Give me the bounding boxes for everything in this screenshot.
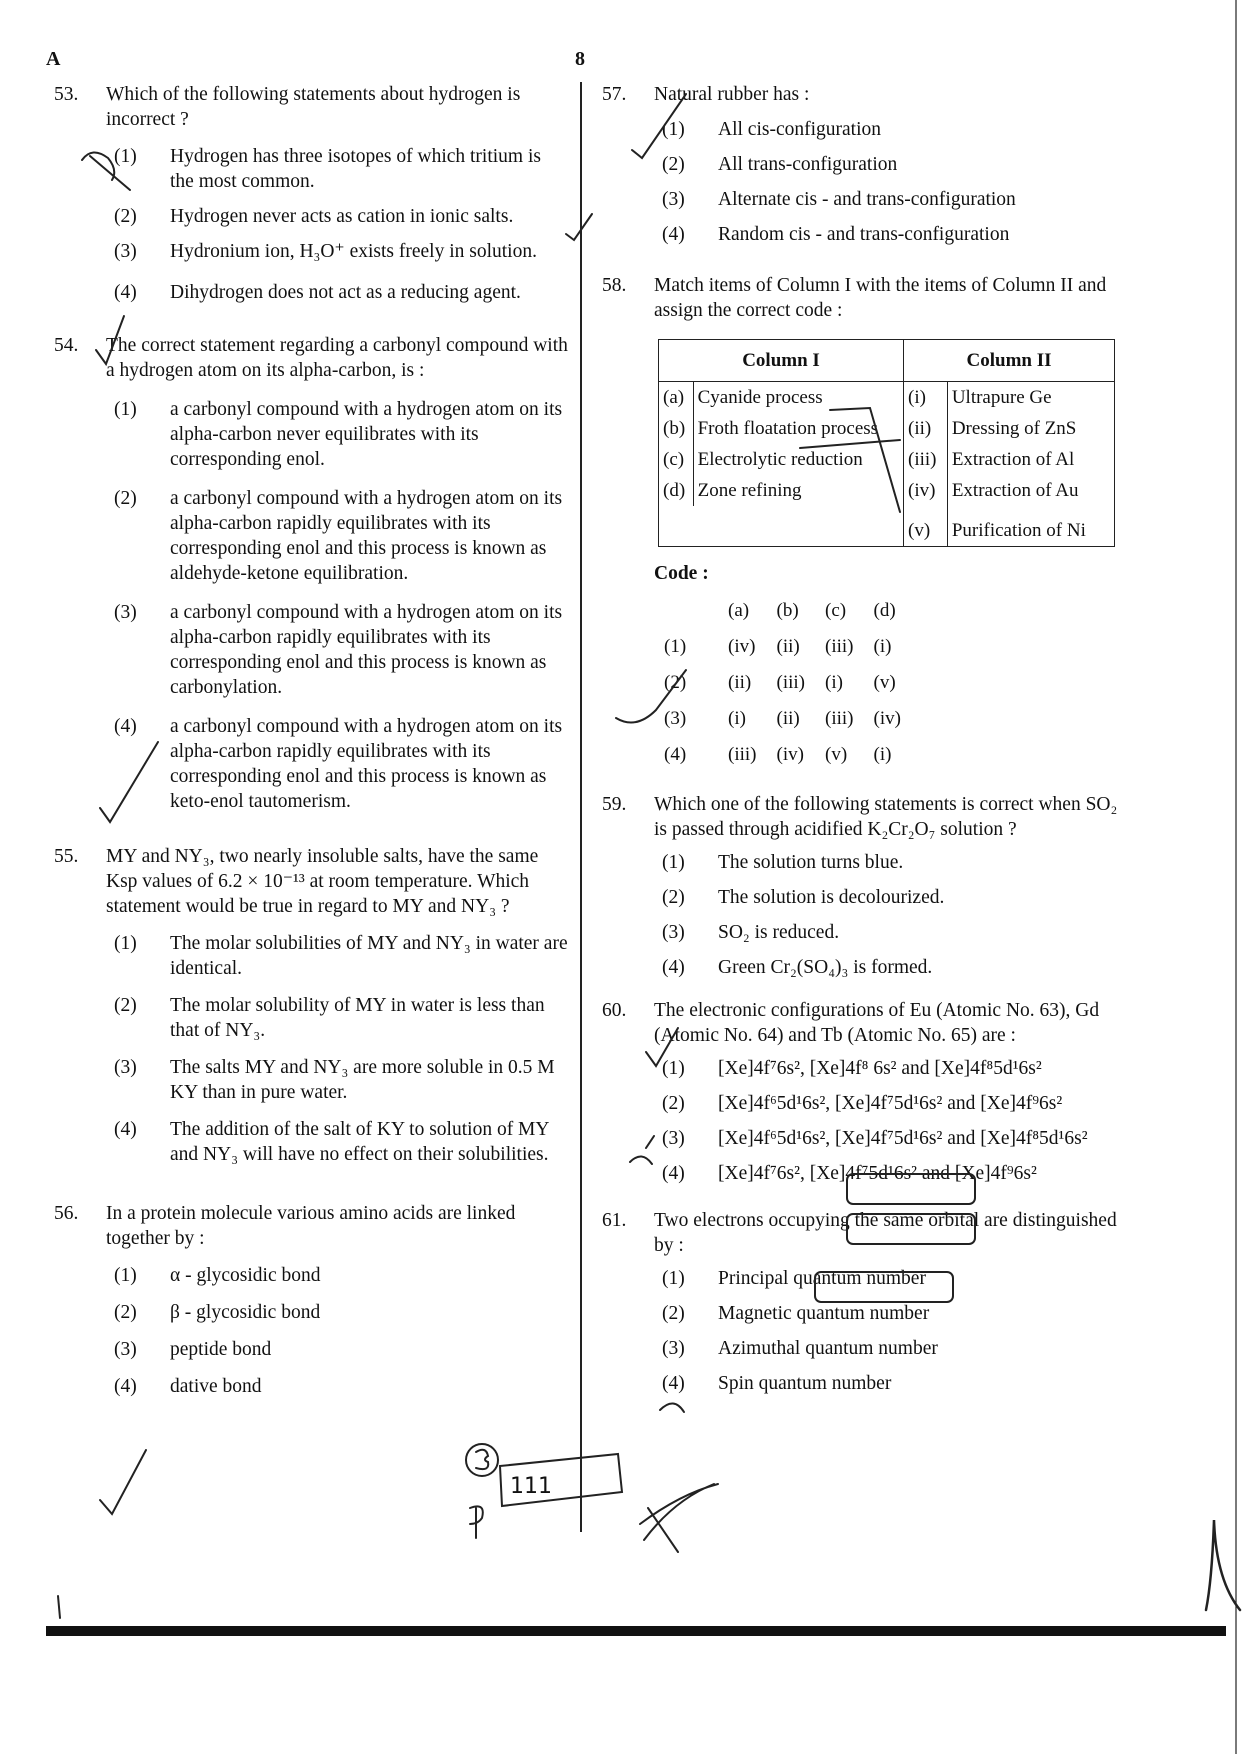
match-line — [800, 440, 900, 448]
page-number: 8 — [575, 48, 585, 70]
question-text: Natural rubber has : — [654, 84, 810, 105]
handwritten-note: 111 — [510, 1474, 552, 1499]
tick-mark — [566, 214, 592, 240]
question-number: 55. — [54, 846, 79, 867]
pen-mark — [660, 1403, 684, 1412]
option[interactable]: (1) α - glycosidic bond — [114, 1265, 321, 1286]
option[interactable]: (4) [Xe]4f⁷6s², [Xe]4f⁷5d¹6s² and [Xe]4f⁹6s² — [662, 1163, 1037, 1184]
option[interactable]: (2) All trans-configuration — [662, 154, 898, 175]
option[interactable]: (3) a carbonyl compound with a hydrogen atom on its alpha-carbon rapidly equilibrates with its corresponding enol and this process is known as carbonylation. — [114, 602, 563, 698]
question-number: 56. — [54, 1203, 79, 1224]
table-row: (v) Purification of Ni — [659, 506, 1115, 547]
question-text: Match items of Column I with the items of Column II and assign the correct code : — [654, 275, 1107, 321]
question-text: Which of the following statements about hydrogen is incorrect ? — [106, 84, 521, 130]
option[interactable]: (2) Magnetic quantum number — [662, 1303, 930, 1324]
code-option[interactable]: (2) (ii) (iii) (i) (v) — [664, 672, 896, 693]
question-text: The correct statement regarding a carbonyl compound with a hydrogen atom on its alpha-carbon, is : — [106, 335, 568, 381]
option[interactable]: (3) peptide bond — [114, 1339, 272, 1360]
pen-mark — [82, 152, 130, 190]
pen-mark — [630, 1136, 654, 1164]
code-option[interactable]: (4) (iii) (iv) (v) (i) — [664, 744, 892, 765]
option[interactable]: (1) [Xe]4f⁷6s², [Xe]4f⁸ 6s² and [Xe]4f⁸5d¹6s² — [662, 1058, 1042, 1079]
question-number: 57. — [602, 84, 627, 105]
column-2-header: Column II — [904, 340, 1115, 382]
option[interactable]: (4) Spin quantum number — [662, 1373, 892, 1394]
question-text: The electronic configurations of Eu (Atomic No. 63), Gd (Atomic No. 64) and Tb (Atomic No. 65) are : — [654, 1000, 1100, 1046]
question-number: 59. — [602, 794, 627, 815]
option[interactable]: (3) The salts MY and NY₃ are more soluble in 0.5 M KY than in pure water. — [114, 1057, 555, 1103]
option[interactable]: (4) The addition of the salt of KY to solution of MY and NY₃ will have no effect on their solubilities. — [114, 1119, 549, 1165]
option[interactable]: (1) a carbonyl compound with a hydrogen atom on its alpha-carbon never equilibrates with its corresponding enol. — [114, 399, 563, 470]
question-number: 53. — [54, 84, 79, 105]
edge-mark — [1206, 1520, 1240, 1610]
table-row: (a) Cyanide process (i) Ultrapure Ge — [659, 382, 1115, 414]
tick-mark — [616, 670, 686, 723]
code-label: Code : — [654, 563, 709, 584]
option[interactable]: (3) Azimuthal quantum number — [662, 1338, 938, 1359]
tick-mark — [100, 1450, 146, 1514]
table-row: (c) Electrolytic reduction (iii) Extraction of Al — [659, 444, 1115, 475]
option[interactable]: (4) Green Cr₂(SO₄)₃ is formed. — [662, 957, 933, 978]
pen-mark — [476, 1450, 488, 1469]
question-text: Which one of the following statements is correct when SO₂ is passed through acidified K₂Cr₂O₇ solution ? — [654, 794, 1118, 840]
option[interactable]: (3) Hydronium ion, H₃O⁺ exists freely in solution. — [114, 241, 537, 262]
option[interactable]: (1) The solution turns blue. — [662, 852, 904, 873]
pen-mark — [470, 1506, 483, 1538]
tick-mark — [646, 1028, 678, 1066]
question-number: 61. — [602, 1210, 627, 1231]
option[interactable]: (2) a carbonyl compound with a hydrogen atom on its alpha-carbon rapidly equilibrates with its corresponding enol and this process is known as aldehyde-ketone equilibration. — [114, 488, 563, 584]
question-number: 58. — [602, 275, 627, 296]
column-1-header: Column I — [659, 340, 904, 382]
circled-answer — [847, 1214, 975, 1244]
question-text: In a protein molecule various amino acids are linked together by : — [106, 1203, 516, 1249]
option[interactable]: (2) β - glycosidic bond — [114, 1302, 321, 1323]
tick-mark — [632, 94, 686, 158]
option[interactable]: (1) The molar solubilities of MY and NY₃ in water are identical. — [114, 933, 568, 979]
option[interactable]: (3) Alternate cis - and trans-configuration — [662, 189, 1016, 210]
series-label: A — [46, 48, 61, 70]
option[interactable]: (2) The solution is decolourized. — [662, 887, 945, 908]
option[interactable]: (4) a carbonyl compound with a hydrogen atom on its alpha-carbon rapidly equilibrates with its corresponding enol and this process is known as keto-enol tautomerism. — [114, 716, 563, 812]
page-footer-bar — [46, 1626, 1226, 1636]
code-header: (a) (b) (c) (d) — [728, 600, 896, 621]
option[interactable]: (2) The molar solubility of MY in water is less than that of NY₃. — [114, 995, 545, 1041]
code-option[interactable]: (3) (i) (ii) (iii) (iv) — [664, 708, 901, 729]
code-option[interactable]: (1) (iv) (ii) (iii) (i) — [664, 636, 892, 657]
option[interactable]: (3) [Xe]4f⁶5d¹6s², [Xe]4f⁷5d¹6s² and [Xe]4f⁸5d¹6s² — [662, 1128, 1088, 1149]
option[interactable]: (2) [Xe]4f⁶5d¹6s², [Xe]4f⁷5d¹6s² and [Xe]4f⁹6s² — [662, 1093, 1063, 1114]
option[interactable]: (1) Hydrogen has three isotopes of which tritium is the most common. — [114, 146, 541, 192]
option[interactable]: (4) dative bond — [114, 1376, 262, 1397]
option[interactable]: (4) Random cis - and trans-configuration — [662, 224, 1010, 245]
question-number: 54. — [54, 335, 79, 356]
table-row: (b) Froth floatation process (ii) Dressing of ZnS — [659, 413, 1115, 444]
option[interactable]: (1) All cis-configuration — [662, 119, 881, 140]
tick-mark — [100, 742, 158, 822]
circled-answer — [847, 1174, 975, 1204]
match-line — [830, 408, 900, 512]
question-number: 60. — [602, 1000, 627, 1021]
option[interactable]: (3) SO₂ is reduced. — [662, 922, 840, 943]
tick-mark — [96, 316, 124, 364]
table-row: (d) Zone refining (iv) Extraction of Au — [659, 475, 1115, 506]
question-text: MY and NY₃, two nearly insoluble salts, have the same Ksp values of 6.2 × 10⁻¹³ at room temperature. Which statement would be true in regard to MY and NY₃ ? — [106, 846, 539, 917]
option[interactable]: (2) Hydrogen never acts as cation in ionic salts. — [114, 206, 514, 227]
scribble-mark — [640, 1484, 718, 1552]
question-text: Two electrons occupying the same orbital are distinguished by : — [654, 1210, 1117, 1256]
option[interactable]: (1) Principal quantum number — [662, 1268, 926, 1289]
circled-answer — [815, 1272, 953, 1302]
option[interactable]: (4) Dihydrogen does not act as a reducing agent. — [114, 282, 521, 303]
